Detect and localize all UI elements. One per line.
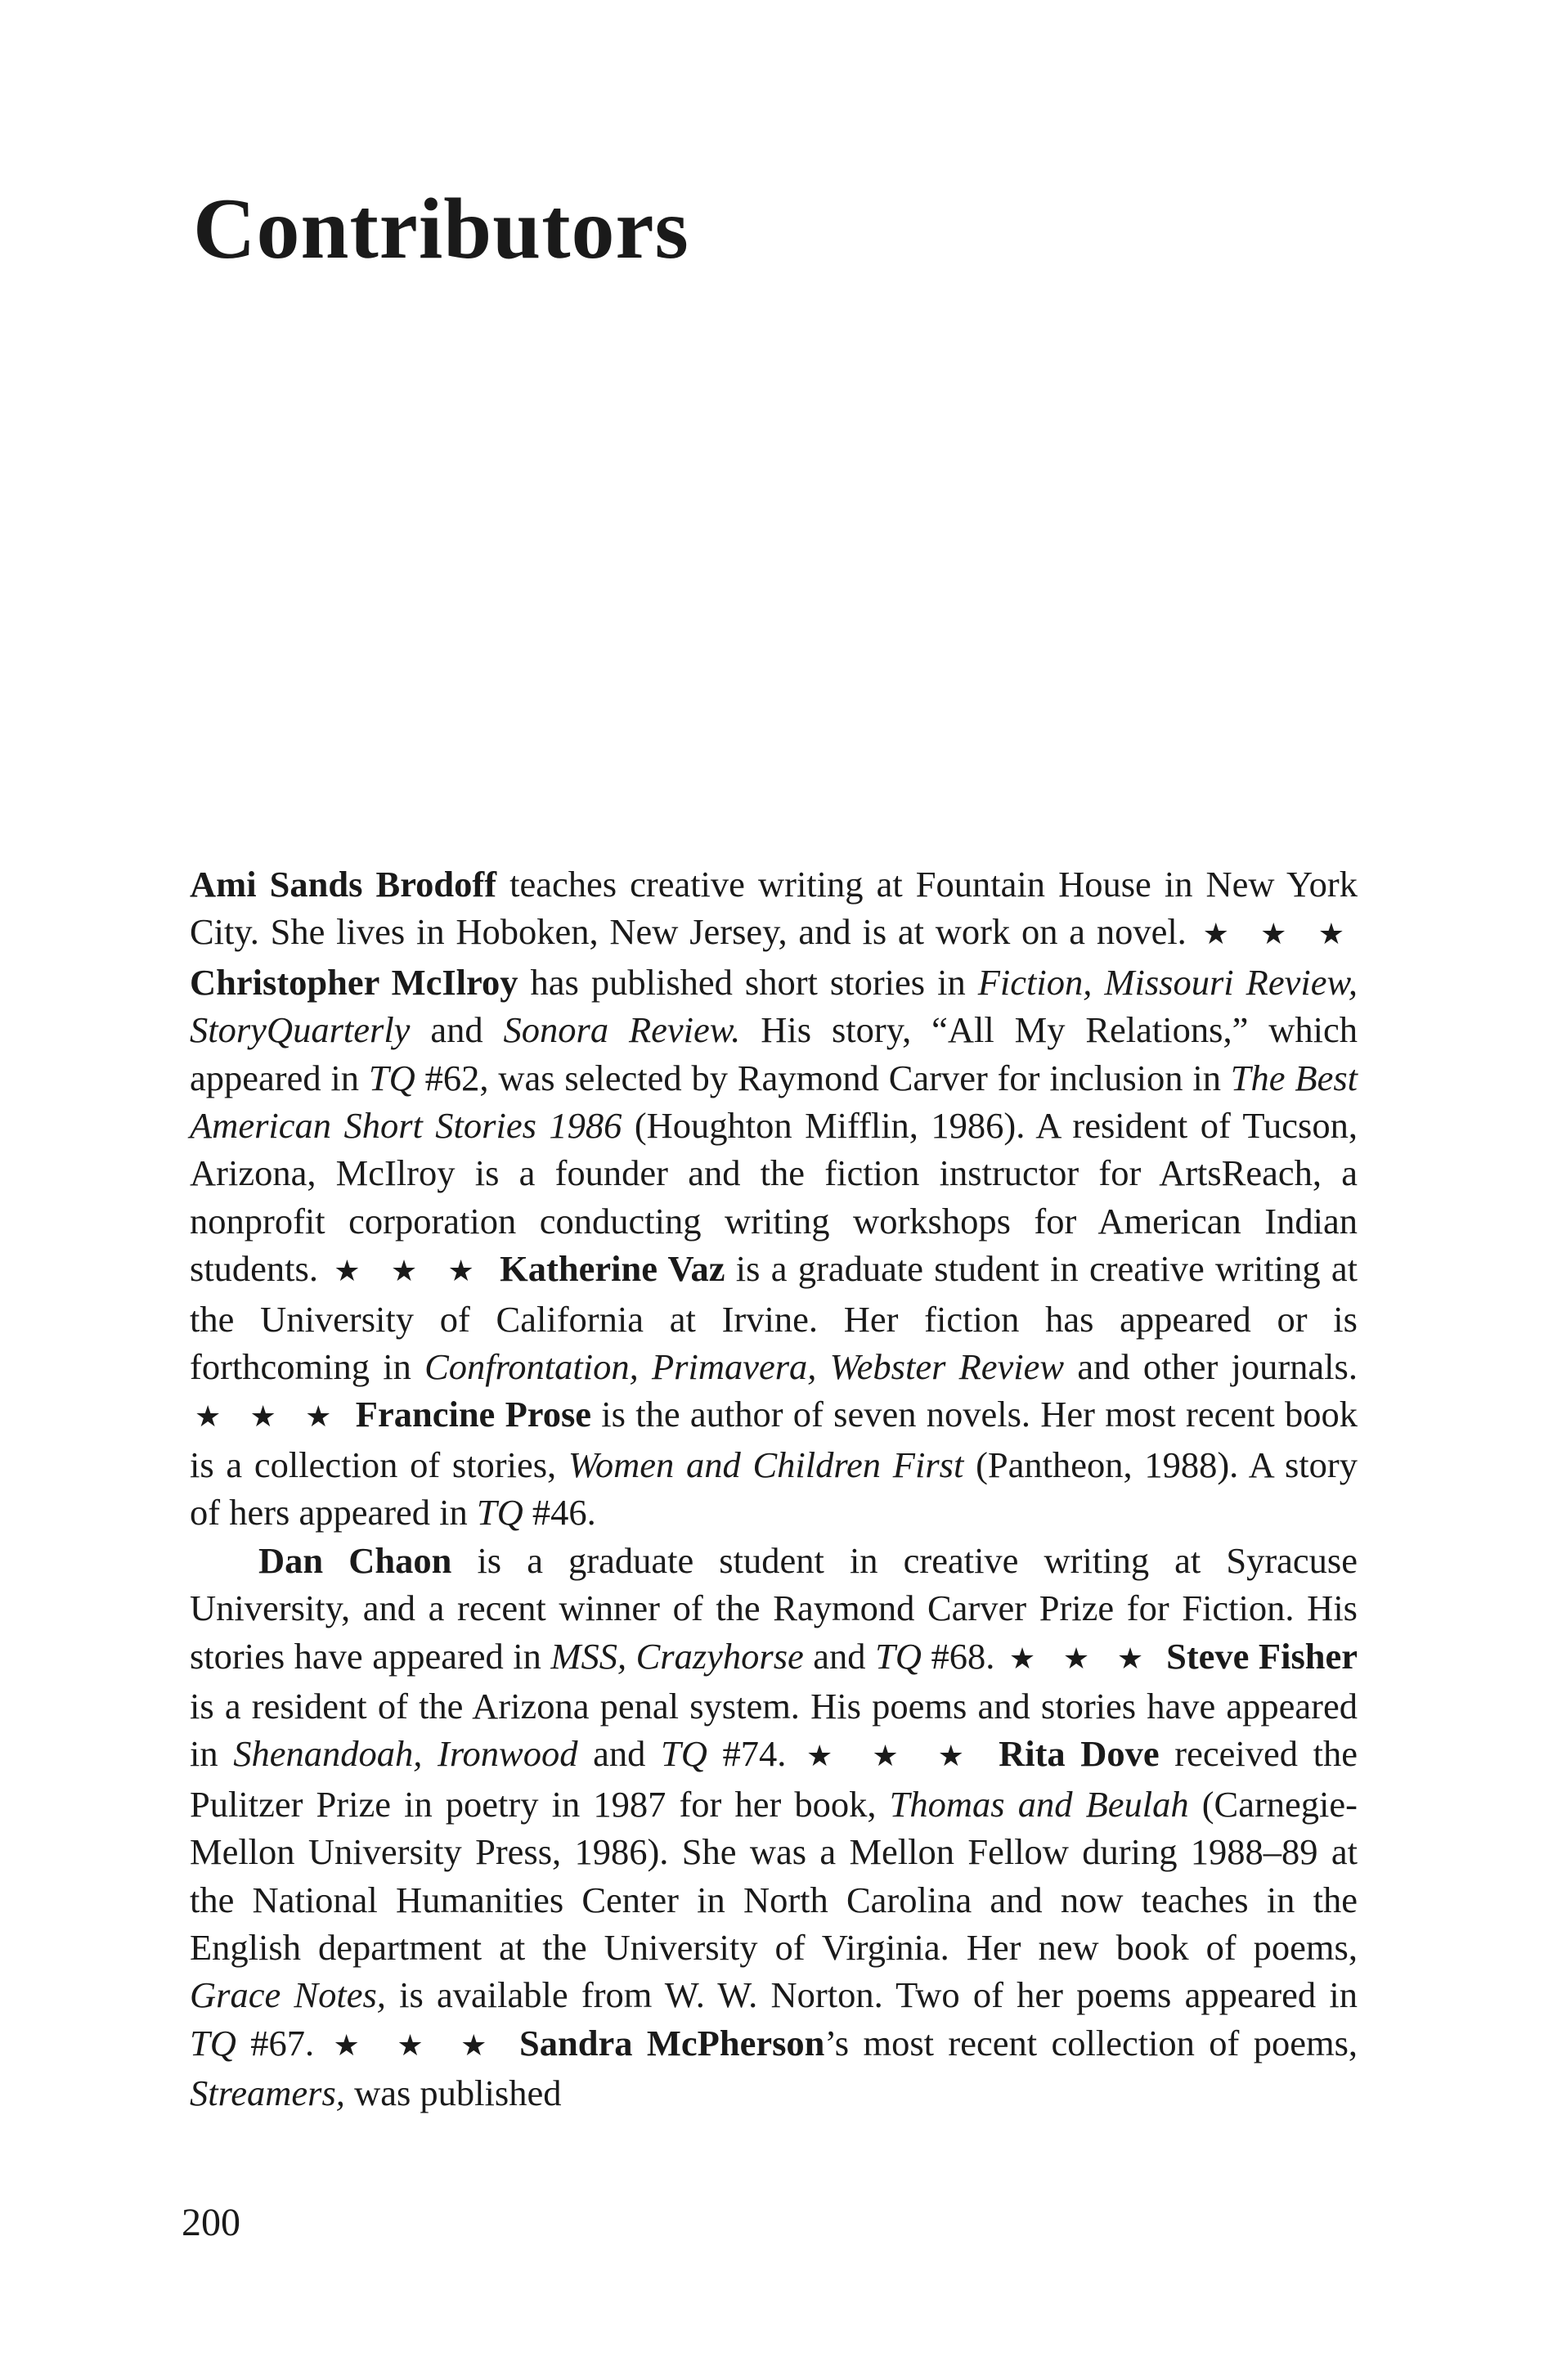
publication-title: TQ	[660, 1733, 707, 1775]
bio-text: is a graduate student in creative writing at Syracuse University, and a recent winner of the Raymond Carver Prize for Fiction. His stories have appeared in	[190, 1539, 1358, 1677]
bio-text: #74.	[707, 1733, 787, 1775]
separator-stars: ★ ★ ★	[334, 1255, 486, 1288]
bio-text: has published short stories in	[518, 961, 978, 1003]
bio-text: His story, “All My Relations,” which appeared in	[190, 1009, 1358, 1098]
bio-text: was published	[344, 2072, 562, 2114]
contributor-bios	[190, 860, 1358, 2117]
contributor-name-prose: Francine Prose	[355, 1394, 592, 1435]
publication-title: Confrontation, Primavera, Webster Review	[424, 1346, 1065, 1388]
contributor-name-dove: Rita Dove	[999, 1733, 1160, 1775]
contributor-name-brodoff: Ami Sands Brodoff	[190, 864, 497, 905]
publication-title: Shenandoah, Ironwood	[233, 1733, 578, 1775]
page-title: Contributors	[193, 181, 689, 276]
bio-text: is a resident of the Arizona penal system. His poems and stories have appeared in	[190, 1685, 1358, 1775]
bio-text: received the Pulitzer Prize in poetry in 1987 for her book,	[190, 1733, 1358, 1825]
bio-text: ’s most recent collection of poems,	[824, 2022, 1358, 2063]
bio-paragraph-2	[190, 1537, 1358, 2117]
publication-title: Women and Children First	[568, 1444, 964, 1485]
bio-text: and	[410, 1009, 504, 1051]
contributor-name-mcilroy: Christopher McIlroy	[190, 961, 518, 1003]
bio-text: is available from W. W. Norton. Two of her poems appeared in	[385, 1974, 1358, 2016]
bio-paragraph-1	[190, 860, 1358, 1537]
publication-title: The Best American Short Stories 1986	[190, 1057, 1358, 1147]
bio-text: is a graduate student in creative writing at the University of California at Irvine. Her fiction has appeared or is forthcoming in	[190, 1248, 1358, 1388]
bio-text: and other journals.	[1064, 1346, 1358, 1388]
page-number: 200	[182, 2201, 240, 2244]
publication-title: Sonora Review.	[503, 1009, 741, 1051]
publication-title: MSS, Crazyhorse	[550, 1635, 804, 1677]
bio-text: (Carnegie-Mellon University Press, 1986). She was a Mellon Fellow during 1988–89 at the National Humanities Center in North Carolina and now teaches in the English department at the University of Virginia. Her new book of poems,	[190, 1783, 1358, 1968]
bio-text: #46.	[523, 1492, 596, 1534]
publication-title: TQ	[190, 2022, 236, 2063]
contributor-name-vaz: Katherine Vaz	[500, 1248, 725, 1290]
bio-text: teaches creative writing at Fountain House in New York City. She lives in Hoboken, New Jersey, and is at work on a novel.	[190, 864, 1358, 953]
publication-title: TQ	[368, 1057, 415, 1098]
publication-title: Fiction, Missouri Review, StoryQuarterly	[190, 961, 1358, 1051]
separator-stars: ★ ★ ★	[333, 2028, 502, 2062]
bio-text: #68.	[921, 1635, 995, 1677]
publication-title: TQ	[476, 1492, 523, 1534]
publication-title: TQ	[875, 1635, 922, 1677]
bio-text: and	[803, 1635, 876, 1677]
publication-title: Thomas and Beulah	[889, 1783, 1189, 1825]
bio-text: #67.	[236, 2022, 315, 2063]
contributor-name-mcpherson: Sandra McPherson	[519, 2022, 825, 2063]
bio-text: and	[577, 1733, 661, 1775]
separator-stars: ★ ★ ★	[1202, 918, 1355, 951]
separator-stars: ★ ★ ★	[1008, 1641, 1154, 1675]
publication-title: Streamers,	[190, 2072, 345, 2114]
bio-text: #62, was selected by Raymond Carver for inclusion in	[415, 1057, 1231, 1098]
bio-text: (Houghton Mifflin, 1986). A resident of Tucson, Arizona, McIlroy is a founder and the fiction instructor for ArtsReach, a nonprofit corporation conducting writing workshops for American Indian students.	[190, 1105, 1358, 1290]
separator-stars: ★ ★ ★	[806, 1740, 981, 1773]
bio-text: is the author of seven novels. Her most recent book is a collection of stories,	[190, 1394, 1358, 1485]
separator-stars: ★ ★ ★	[195, 1400, 343, 1434]
contributor-name-fisher: Steve Fisher	[1166, 1635, 1358, 1677]
publication-title: Grace Notes,	[190, 1974, 386, 2016]
bio-text: (Pantheon, 1988). A story of hers appeared in	[190, 1444, 1358, 1534]
contributor-name-chaon: Dan Chaon	[258, 1539, 452, 1581]
